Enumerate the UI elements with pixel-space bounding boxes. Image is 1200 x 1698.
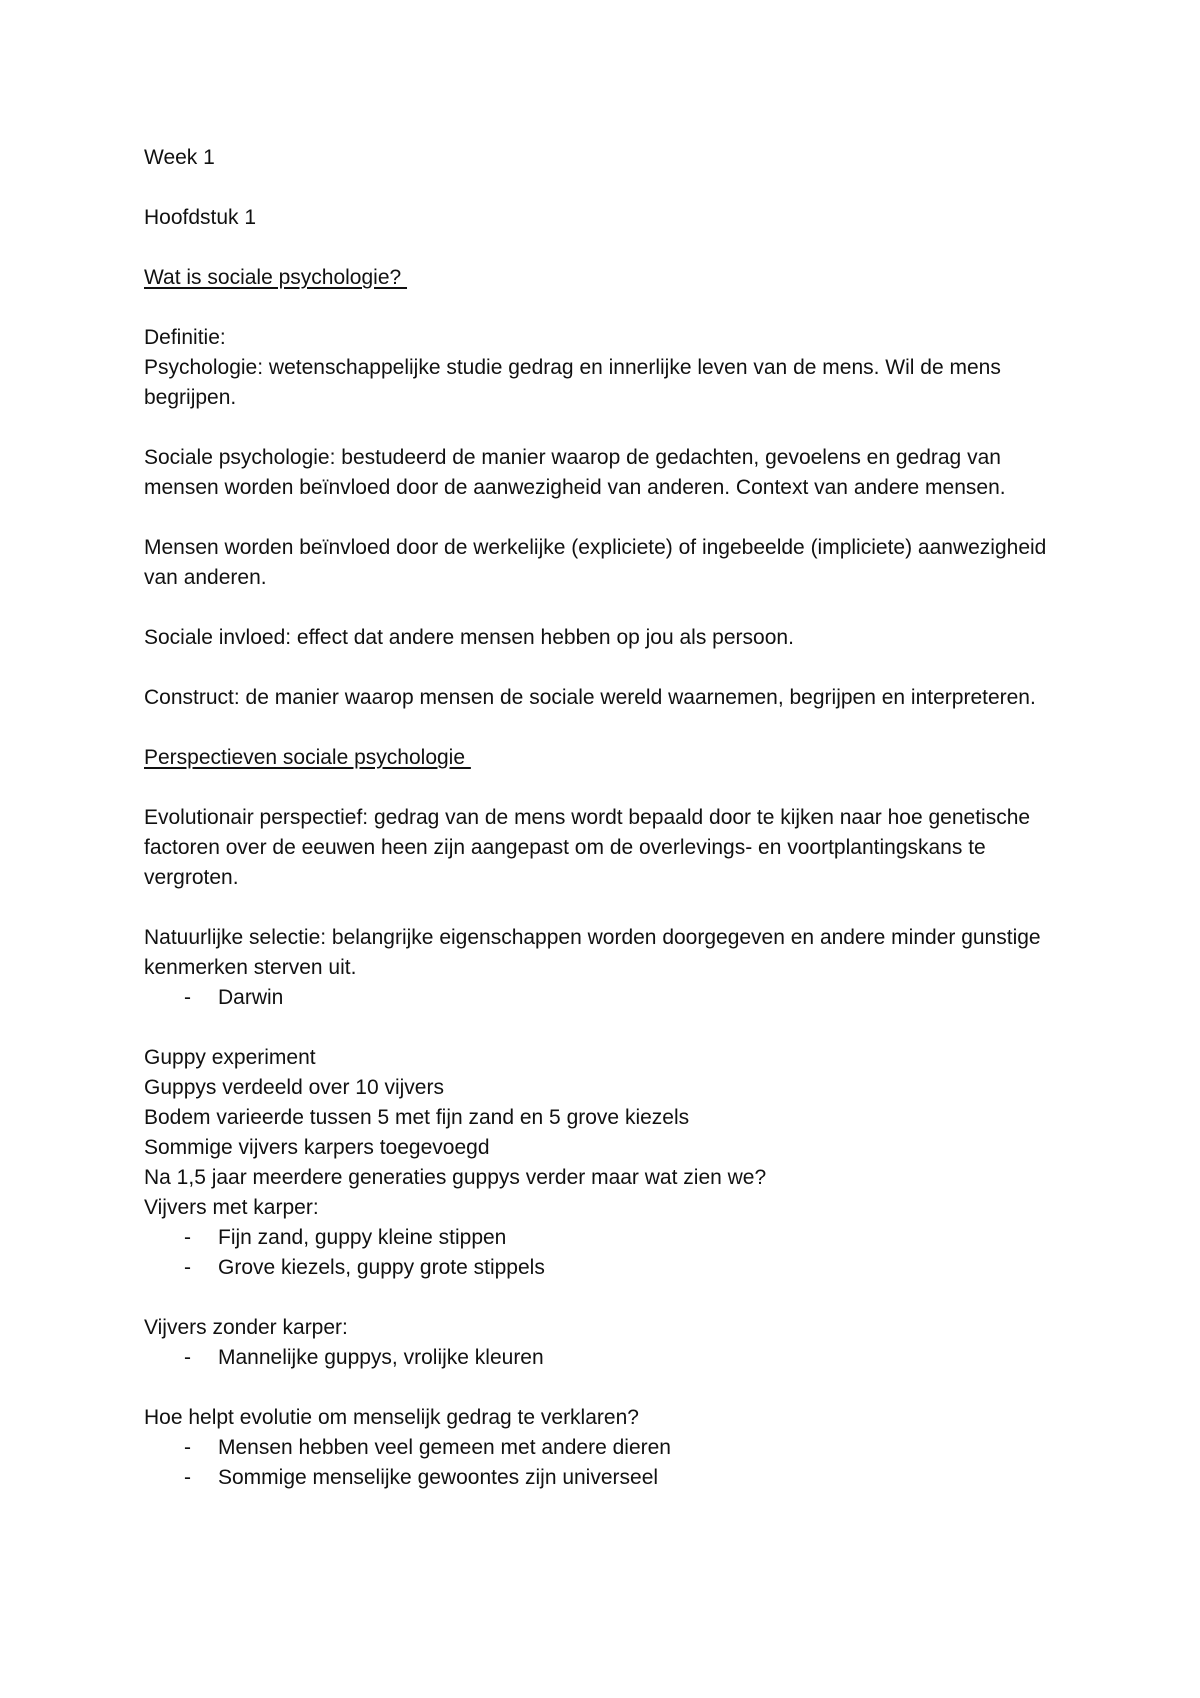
bullet-item [144,1463,1064,1493]
bullet-dash: - [184,1346,191,1369]
social-psychology-definition: Sociale psychologie: bestudeerd de manier waarop de gedachten, gevoelens en gedrag van mensen worden beïnvloed door de aanwezigheid van anderen. Context van andere mensen. [144,446,1007,499]
bullet-text: Mannelijke guppys, vrolijke kleuren [218,1346,544,1369]
bullet-item [144,983,1064,1013]
document-page [144,143,1064,1493]
evolution-question: Hoe helpt evolutie om menselijk gedrag te verklaren? [144,1406,639,1429]
evolutionary-paragraph: Evolutionair perspectief: gedrag van de mens wordt bepaald door te kijken naar hoe genetische factoren over de eeuwen heen zijn aangepast om de overlevings- en voortplantingskans te vergroten. [144,806,1036,889]
chapter-title: Hoofdstuk 1 [144,206,257,229]
bullet-text: Grove kiezels, guppy grote stippels [218,1256,545,1279]
bullet-dash: - [184,1466,191,1489]
guppy-line: Guppy experiment [144,1046,316,1069]
bullet-text: Fijn zand, guppy kleine stippen [218,1226,507,1249]
bullet-text: Mensen hebben veel gemeen met andere dieren [218,1436,671,1459]
natural-selection-paragraph: Natuurlijke selectie: belangrijke eigenschappen worden doorgegeven en andere minder gunstige kenmerken sterven uit. [144,926,1047,979]
definition-label: Definitie: [144,326,226,349]
construct-paragraph: Construct: de manier waarop mensen de sociale wereld waarnemen, begrijpen en interpreteren. [144,686,1036,709]
guppy-line: Sommige vijvers karpers toegevoegd [144,1136,490,1159]
bullet-item [144,1253,1064,1283]
guppy-line: Bodem varieerde tussen 5 met fijn zand en 5 grove kiezels [144,1106,690,1129]
bullet-dash: - [184,1256,191,1279]
guppy-line: Na 1,5 jaar meerdere generaties guppys verder maar wat zien we? [144,1166,767,1189]
bullet-text: Sommige menselijke gewoontes zijn universeel [218,1466,659,1489]
influence-paragraph: Mensen worden beïnvloed door de werkelijke (expliciete) of ingebeelde (impliciete) aanwezigheid van anderen. [144,536,1053,589]
guppy-line: Vijvers met karper: [144,1196,319,1219]
bullet-item [144,1223,1064,1253]
bullet-text-darwin: Darwin [218,986,284,1009]
social-influence-paragraph: Sociale invloed: effect dat andere mensen hebben op jou als persoon. [144,626,794,649]
week-title: Week 1 [144,146,215,169]
bullet-item [144,1343,1064,1373]
bullet-dash: - [184,1436,191,1459]
without-carp-label: Vijvers zonder karper: [144,1316,348,1339]
guppy-line: Guppys verdeeld over 10 vijvers [144,1076,444,1099]
section-heading-perspectives: Perspectieven sociale psychologie [144,746,471,769]
section-heading-social-psychology: Wat is sociale psychologie? [144,266,408,289]
bullet-item [144,1433,1064,1463]
bullet-dash: - [184,1226,191,1249]
psychology-definition: Psychologie: wetenschappelijke studie gedrag en innerlijke leven van de mens. Wil de mens begrijpen. [144,356,1007,409]
bullet-dash: - [184,986,191,1009]
